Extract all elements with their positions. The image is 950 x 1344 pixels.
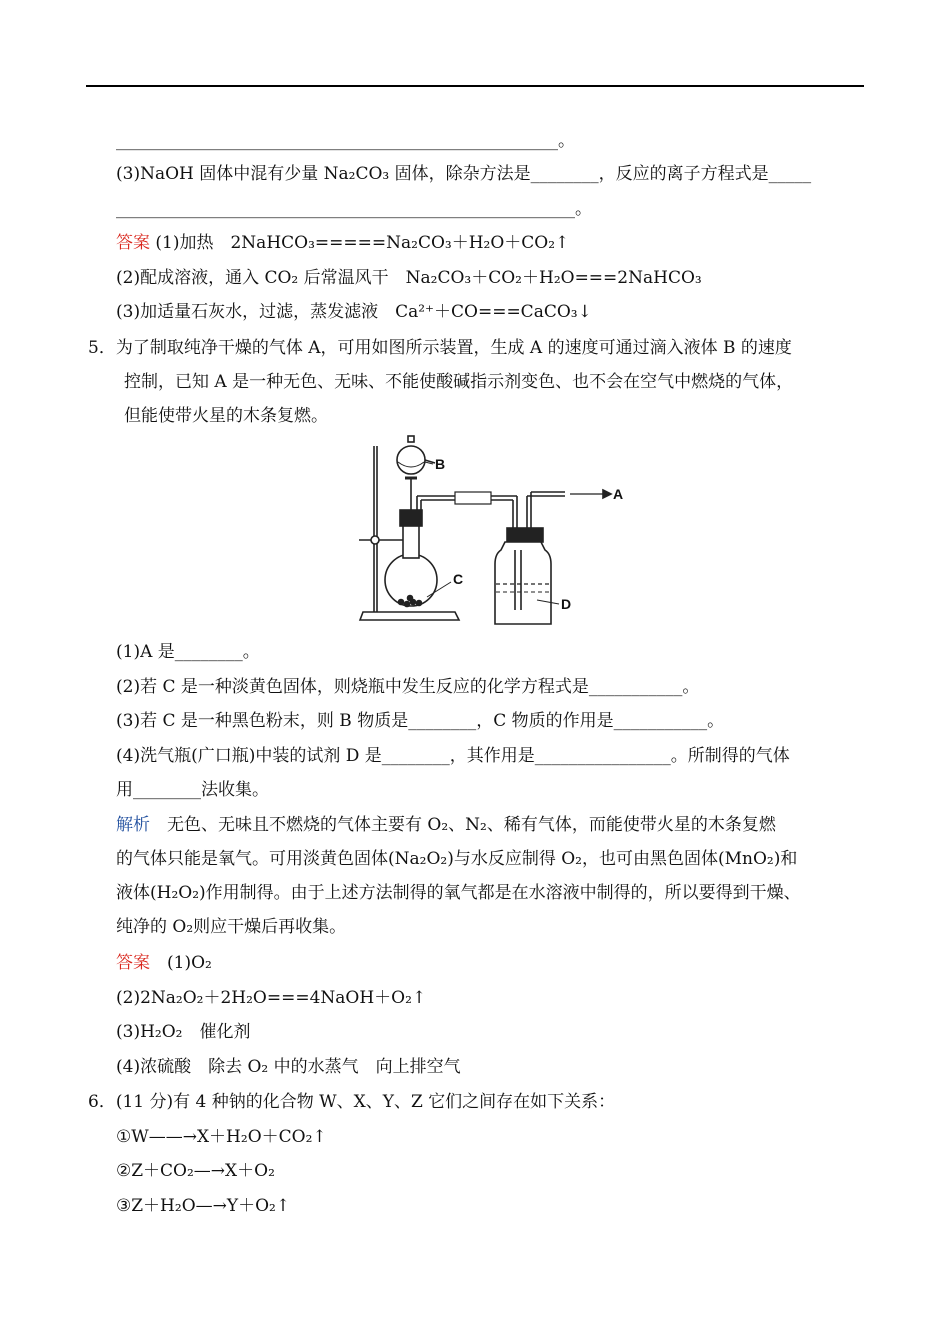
q4-answer-2: (2)配成溶液，通入 CO₂ 后常温风干 Na₂CO₃＋CO₂＋H₂O===2NaHCO₃ — [116, 268, 702, 288]
q5-stem-2: 控制，已知 A 是一种无色、无味、不能使酸碱指示剂变色、也不会在空气中燃烧的气体， — [124, 372, 794, 392]
apparatus-diagram — [355, 432, 625, 630]
q5-sub-3: (3)若 C 是一种黑色粉末，则 B 物质是________，C 物质的作用是___________。 — [116, 711, 725, 731]
q5-sub-2: (2)若 C 是一种淡黄色固体，则烧瓶中发生反应的化学方程式是___________。 — [116, 677, 700, 697]
answer-label: 答案 — [116, 953, 150, 973]
label-b: B — [435, 456, 446, 472]
wash-bottle — [495, 542, 551, 624]
q5-analysis-3: 液体(H₂O₂)作用制得。由于上述方法制得的氧气都是在水溶液中制得的，所以要得到干燥、 — [116, 883, 801, 903]
q5-sub-1: (1)A 是________。 — [116, 642, 260, 662]
q4-answer-1-row — [116, 231, 569, 255]
q4-blank-line-1: ____________________________________________________。 — [116, 131, 575, 151]
separatory-funnel — [397, 446, 425, 474]
wash-bottle-stopper — [507, 528, 543, 542]
q5-analysis-2: 的气体只能是氧气。可用淡黄色固体(Na₂O₂)与水反应制得 O₂，也可由黑色固体(MnO₂)和 — [116, 849, 798, 869]
q6-relation-3: ③Z＋H₂O—→Y＋O₂↑ — [116, 1196, 291, 1216]
q5-analysis-row-1 — [116, 813, 776, 837]
q5-analysis-4: 纯净的 O₂则应干燥后再收集。 — [116, 917, 347, 937]
label-d: D — [561, 596, 572, 612]
q5-answer-4: (4)浓硫酸 除去 O₂ 中的水蒸气 向上排空气 — [116, 1057, 461, 1077]
label-a: A — [613, 486, 624, 502]
q5-answer-3: (3)H₂O₂ 催化剂 — [116, 1022, 251, 1042]
q6-stem: 6．(11 分)有 4 种钠的化合物 W、X、Y、Z 它们之间存在如下关系： — [88, 1092, 616, 1112]
label-c: C — [453, 571, 464, 587]
q6-relation-1: ①W——→X＋H₂O＋CO₂↑ — [116, 1127, 327, 1147]
answer-label: 答案 — [116, 233, 150, 253]
q4-answer-1: (1)加热 2NaHCO₃=====Na₂CO₃＋H₂O＋CO₂↑ — [155, 233, 570, 253]
stopper — [400, 510, 422, 526]
q5-stem-3: 但能使带火星的木条复燃。 — [124, 406, 328, 426]
q5-sub-4b: 用________法收集。 — [116, 780, 269, 800]
rubber-connector — [455, 492, 491, 504]
q4-blank-line-2: ______________________________________________________。 — [116, 199, 592, 219]
q5-answer-row-1 — [116, 951, 212, 975]
stand-base — [360, 612, 459, 620]
q4-part3: (3)NaOH 固体中混有少量 Na₂CO₃ 固体，除杂方法是________，反应的离子方程式是_____ — [116, 164, 812, 184]
q5-answer-2: (2)2Na₂O₂＋2H₂O===4NaOH＋O₂↑ — [116, 988, 427, 1008]
q5-sub-4a: (4)洗气瓶(广口瓶)中装的试剂 D 是________，其作用是________________。所制得的气体 — [116, 746, 790, 766]
header-rule — [86, 85, 864, 87]
q4-answer-3: (3)加适量石灰水，过滤，蒸发滤液 Ca²⁺＋CO===CaCO₃↓ — [116, 302, 592, 322]
q5-answer-1: (1)O₂ — [150, 953, 212, 973]
q5-stem-1: 5．为了制取纯净干燥的气体 A，可用如图所示装置，生成 A 的速度可通过滴入液体 B 的速度 — [88, 338, 792, 358]
q6-relation-2: ②Z＋CO₂—→X＋O₂ — [116, 1161, 275, 1181]
q5-analysis-1: 无色、无味且不燃烧的气体主要有 O₂、N₂、稀有气体，而能使带火星的木条复燃 — [150, 815, 776, 835]
analysis-label: 解析 — [116, 815, 150, 835]
